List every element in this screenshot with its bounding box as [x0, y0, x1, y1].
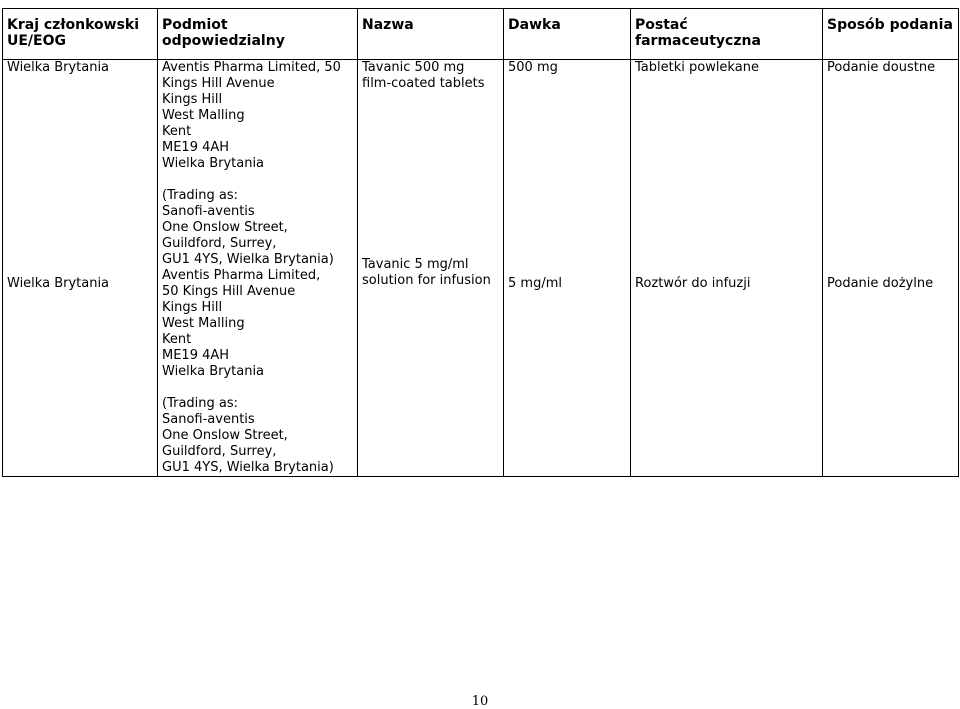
header-route: Sposób podania [823, 9, 959, 60]
holder-line: GU1 4YS, Wielka Brytania) [162, 460, 334, 475]
holder-line: Sanofi-aventis [162, 412, 255, 427]
holder-line: Aventis Pharma Limited, [162, 268, 321, 283]
header-country-line1: Kraj członkowski [7, 17, 140, 33]
header-name: Nazwa [358, 9, 504, 60]
country-cell [3, 60, 158, 477]
page-number: 10 [471, 694, 489, 709]
holder-line: Wielka Brytania [162, 364, 265, 379]
holder-line: Kings Hill Avenue [162, 76, 275, 91]
holder-spacer [162, 380, 353, 396]
form-cell [631, 60, 823, 477]
strength-entry-2: 5 mg/ml [508, 276, 562, 291]
form-entry-2: Roztwór do infuzji [635, 276, 751, 291]
holder-line: Kings Hill [162, 92, 223, 107]
holder-line: West Malling [162, 108, 245, 123]
header-country-line2: UE/EOG [7, 33, 67, 49]
holder-cell [158, 60, 358, 477]
product-name-line: solution for infusion [362, 273, 491, 288]
country-entry-2: Wielka Brytania [7, 276, 110, 291]
product-name-entry-2 [362, 257, 499, 289]
strength-entry-1: 500 mg [508, 60, 558, 75]
form-entry-1: Tabletki powlekane [635, 60, 759, 75]
holder-line: Guildford, Surrey, [162, 236, 277, 251]
strength-cell [504, 60, 631, 477]
holder-line: Aventis Pharma Limited, 50 [162, 60, 341, 75]
product-name-line: film-coated tablets [362, 76, 485, 91]
holder-line: (Trading as: [162, 396, 239, 411]
holder-line: (Trading as: [162, 188, 239, 203]
holder-line: Guildford, Surrey, [162, 444, 277, 459]
table-row [3, 60, 959, 477]
medicinal-products-table [2, 8, 959, 477]
header-strength: Dawka [504, 9, 631, 60]
holder-line: Kings Hill [162, 300, 223, 315]
product-name-line: Tavanic 500 mg [362, 60, 465, 75]
route-cell [823, 60, 959, 477]
holder-line: One Onslow Street, [162, 220, 288, 235]
table-header-row [3, 9, 959, 60]
holder-line: Kent [162, 332, 192, 347]
holder-line: Sanofi-aventis [162, 204, 255, 219]
country-entry-1: Wielka Brytania [7, 60, 110, 75]
holder-line: ME19 4AH [162, 140, 230, 155]
name-cell [358, 60, 504, 477]
route-entry-1: Podanie doustne [827, 60, 936, 75]
holder-line: One Onslow Street, [162, 428, 288, 443]
holder-line: West Malling [162, 316, 245, 331]
header-form: Postać farmaceutyczna [631, 9, 823, 60]
header-country [3, 9, 158, 60]
holder-spacer [162, 172, 353, 188]
route-entry-2: Podanie dożylne [827, 276, 934, 291]
holder-line: 50 Kings Hill Avenue [162, 284, 296, 299]
header-holder: Podmiot odpowiedzialny [158, 9, 358, 60]
product-name-line: Tavanic 5 mg/ml [362, 257, 469, 272]
holder-entry-2 [162, 268, 353, 476]
holder-line: ME19 4AH [162, 348, 230, 363]
holder-line: Wielka Brytania [162, 156, 265, 171]
holder-entry-1 [162, 60, 353, 268]
holder-line: GU1 4YS, Wielka Brytania) [162, 252, 334, 267]
holder-line: Kent [162, 124, 192, 139]
